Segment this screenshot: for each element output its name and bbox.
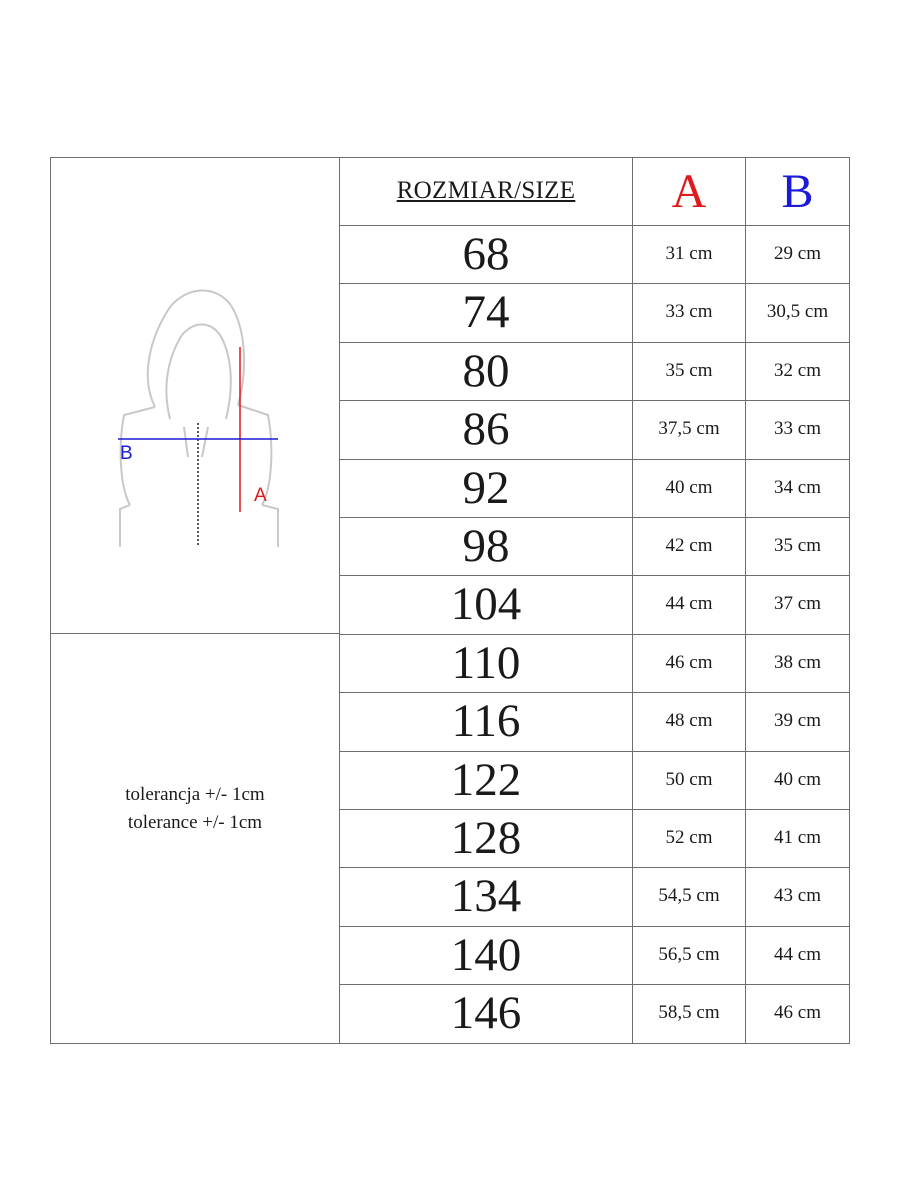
size-value: 86 (462, 403, 510, 455)
measurement-b-value: 46 cm (774, 1002, 821, 1023)
measurement-b-value: 38 cm (774, 652, 821, 673)
measurement-b-value: 44 cm (774, 944, 821, 965)
measurement-b-value: 30,5 cm (766, 301, 829, 322)
header-size-label: ROZMIAR/SIZE (396, 177, 576, 204)
measurement-b-value: 40 cm (774, 769, 821, 790)
size-value: 122 (450, 754, 522, 806)
measurement-a-value: 37,5 cm (658, 418, 720, 439)
measurement-a-value: 56,5 cm (658, 944, 720, 965)
size-value: 98 (462, 520, 510, 572)
table-border-bottom (50, 1043, 850, 1044)
marker-a-label: A (254, 485, 267, 506)
measurement-a-value: 35 cm (665, 360, 713, 381)
measurement-b-value: 37 cm (774, 593, 821, 614)
measurement-a-value: 46 cm (665, 652, 713, 673)
measurement-a-value: 33 cm (665, 301, 713, 322)
measurement-a-value: 58,5 cm (658, 1002, 720, 1023)
size-value: 80 (462, 345, 510, 397)
table-border-right (849, 157, 850, 1044)
tolerance-note-pl: tolerancja +/- 1cm (125, 784, 265, 805)
size-chart-table (50, 157, 850, 1044)
measurement-a-value: 54,5 cm (658, 885, 720, 906)
measurement-a-value: 48 cm (665, 710, 713, 731)
measurement-b-value: 41 cm (774, 827, 821, 848)
size-value: 146 (450, 987, 522, 1039)
size-value: 128 (450, 812, 522, 864)
measurement-a-value: 40 cm (665, 477, 713, 498)
measurement-a-value: 31 cm (665, 243, 713, 264)
marker-b-label: B (120, 443, 133, 464)
size-value: 110 (451, 637, 521, 689)
size-value: 68 (462, 228, 510, 280)
size-value: 92 (462, 462, 510, 514)
measurement-b-value: 33 cm (774, 418, 821, 439)
measurement-b-value: 34 cm (774, 477, 821, 498)
size-value: 104 (450, 578, 522, 630)
measurement-b-value: 29 cm (774, 243, 821, 264)
header-col-b: B (781, 164, 814, 218)
header-col-a: A (671, 164, 707, 218)
size-value: 74 (462, 286, 510, 338)
measurement-b-value: 32 cm (774, 360, 821, 381)
measurement-a-value: 44 cm (665, 593, 713, 614)
measurement-a-value: 52 cm (665, 827, 713, 848)
tolerance-note-en: tolerance +/- 1cm (127, 812, 263, 833)
measurement-b-value: 39 cm (774, 710, 821, 731)
measurement-lines (50, 157, 340, 633)
tolerance-note (50, 781, 340, 841)
size-value: 134 (450, 870, 522, 922)
measurement-a-value: 50 cm (665, 769, 713, 790)
measurement-b-value: 35 cm (774, 535, 821, 556)
size-value: 116 (451, 695, 521, 747)
size-value: 140 (450, 929, 522, 981)
measurement-a-value: 42 cm (665, 535, 713, 556)
measurement-b-value: 43 cm (774, 885, 821, 906)
left-panel-divider (50, 633, 340, 634)
